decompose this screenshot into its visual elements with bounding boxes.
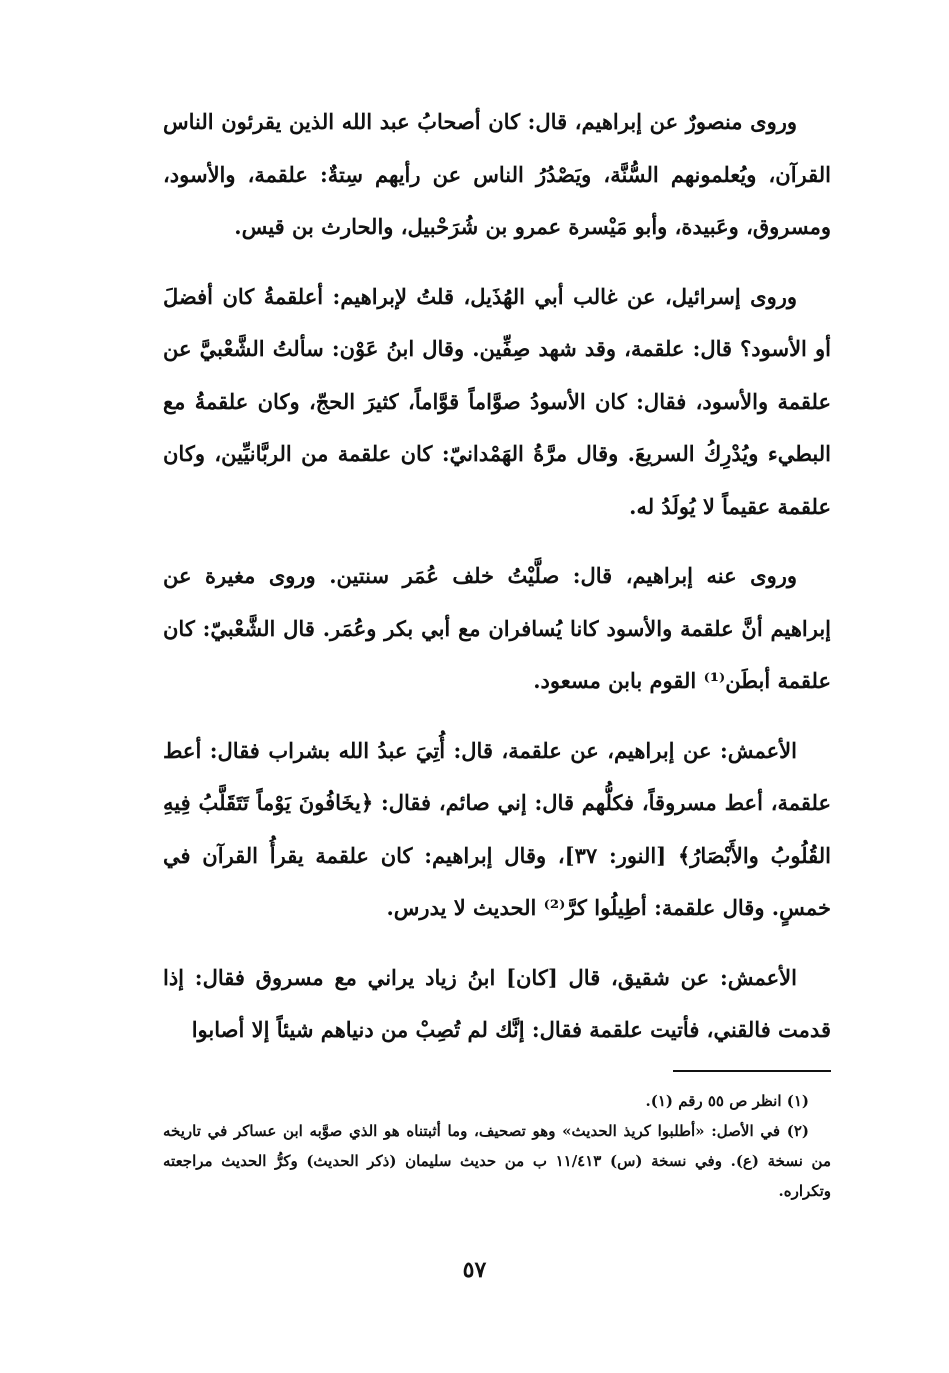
paragraph-5: الأعمش: عن شقيق، قال [كان] ابنُ زياد يراني مع مسروق فقال: إذا قدمت فالقني، فأتيت علقمة فقال: إنَّك لم تُصِبْ من دنياهم شيئاً إلا أصابوا <box>163 964 831 1042</box>
footnotes <box>163 1086 831 1206</box>
main-text <box>163 96 831 1057</box>
paragraph-1: وروى منصورٌ عن إبراهيم، قال: كان أصحابُ عبد الله الذين يقرئون الناس القرآن، ويُعلمونهم السُّنَّة، ويَصْدُرُ الناس عن رأيهم سِتةٌ: علقمة، والأسود، ومسروق، وعَبيدة، وأبو مَيْسرة عمرو بن شُرَحْبيل، والحارث بن قيس. <box>163 109 831 239</box>
page-number: ٥٧ <box>462 1257 487 1283</box>
footnote-separator <box>673 1070 831 1072</box>
footnote-1: (١) انظر ص ٥٥ رقم (١). <box>645 1092 809 1110</box>
footnote-2: (٢) في الأصل: «أطلبوا كريذ الحديث» وهو تصحيف، وما أثبتناه هو الذي صوَّبه ابن عساكر في تاريخه من نسخة (ع). وفي نسخة (س) ١١/٤١٣ ب من حديث سليمان (ذكر الحديث) وكرُّ الحديث مراجعته وتكراره. <box>163 1122 831 1200</box>
paragraph-2: وروى إسرائيل، عن غالب أبي الهُذَيل، قلتُ لإبراهيم: أعلقمةُ كان أفضلَ أو الأسود؟ قال: علقمة، وقد شهد صِفِّين. وقال ابنُ عَوْن: سألتُ الشَّعْبيَّ عن علقمة والأسود، فقال: كان الأسودُ صوَّاماً قوَّاماً، كثيرَ الحجّ، وكان علقمةُ مع البطيء ويُدْرِكُ السريعَ. وقال مرَّةُ الهَمْدانيّ: كان علقمة من الربَّانيِّين، وكان علقمة عقيماً لا يُولَدُ له. <box>163 283 831 519</box>
paragraph-4: الأعمش: عن إبراهيم، عن علقمة، قال: أُتِيَ عبدُ الله بشراب فقال: أعط علقمة، أعط مسروقاً، فكلُّهم قال: إني صائم، فقال: ﴿يخَافُونَ يَوْماً تَتَقَلَّبُ فِيهِ القُلُوبُ والأَبْصَارُ﴾ [النور: ٣٧]، وقال إبراهيم: كان علقمة يقرأُ القرآن في خمسٍ. وقال علقمة: أطِيلُوا كرَّ⁽²⁾ الحديث لا يدرس. <box>163 737 831 920</box>
paragraph-3: وروى عنه إبراهيم، قال: صلَّيْتُ خلف عُمَر سنتين. وروى مغيرة عن إبراهيم أنَّ علقمة والأسود كانا يُسافران مع أبي بكر وعُمَر. قال الشَّعْبيّ: كان علقمة أبطَن⁽¹⁾ القوم بابن مسعود. <box>163 563 831 693</box>
